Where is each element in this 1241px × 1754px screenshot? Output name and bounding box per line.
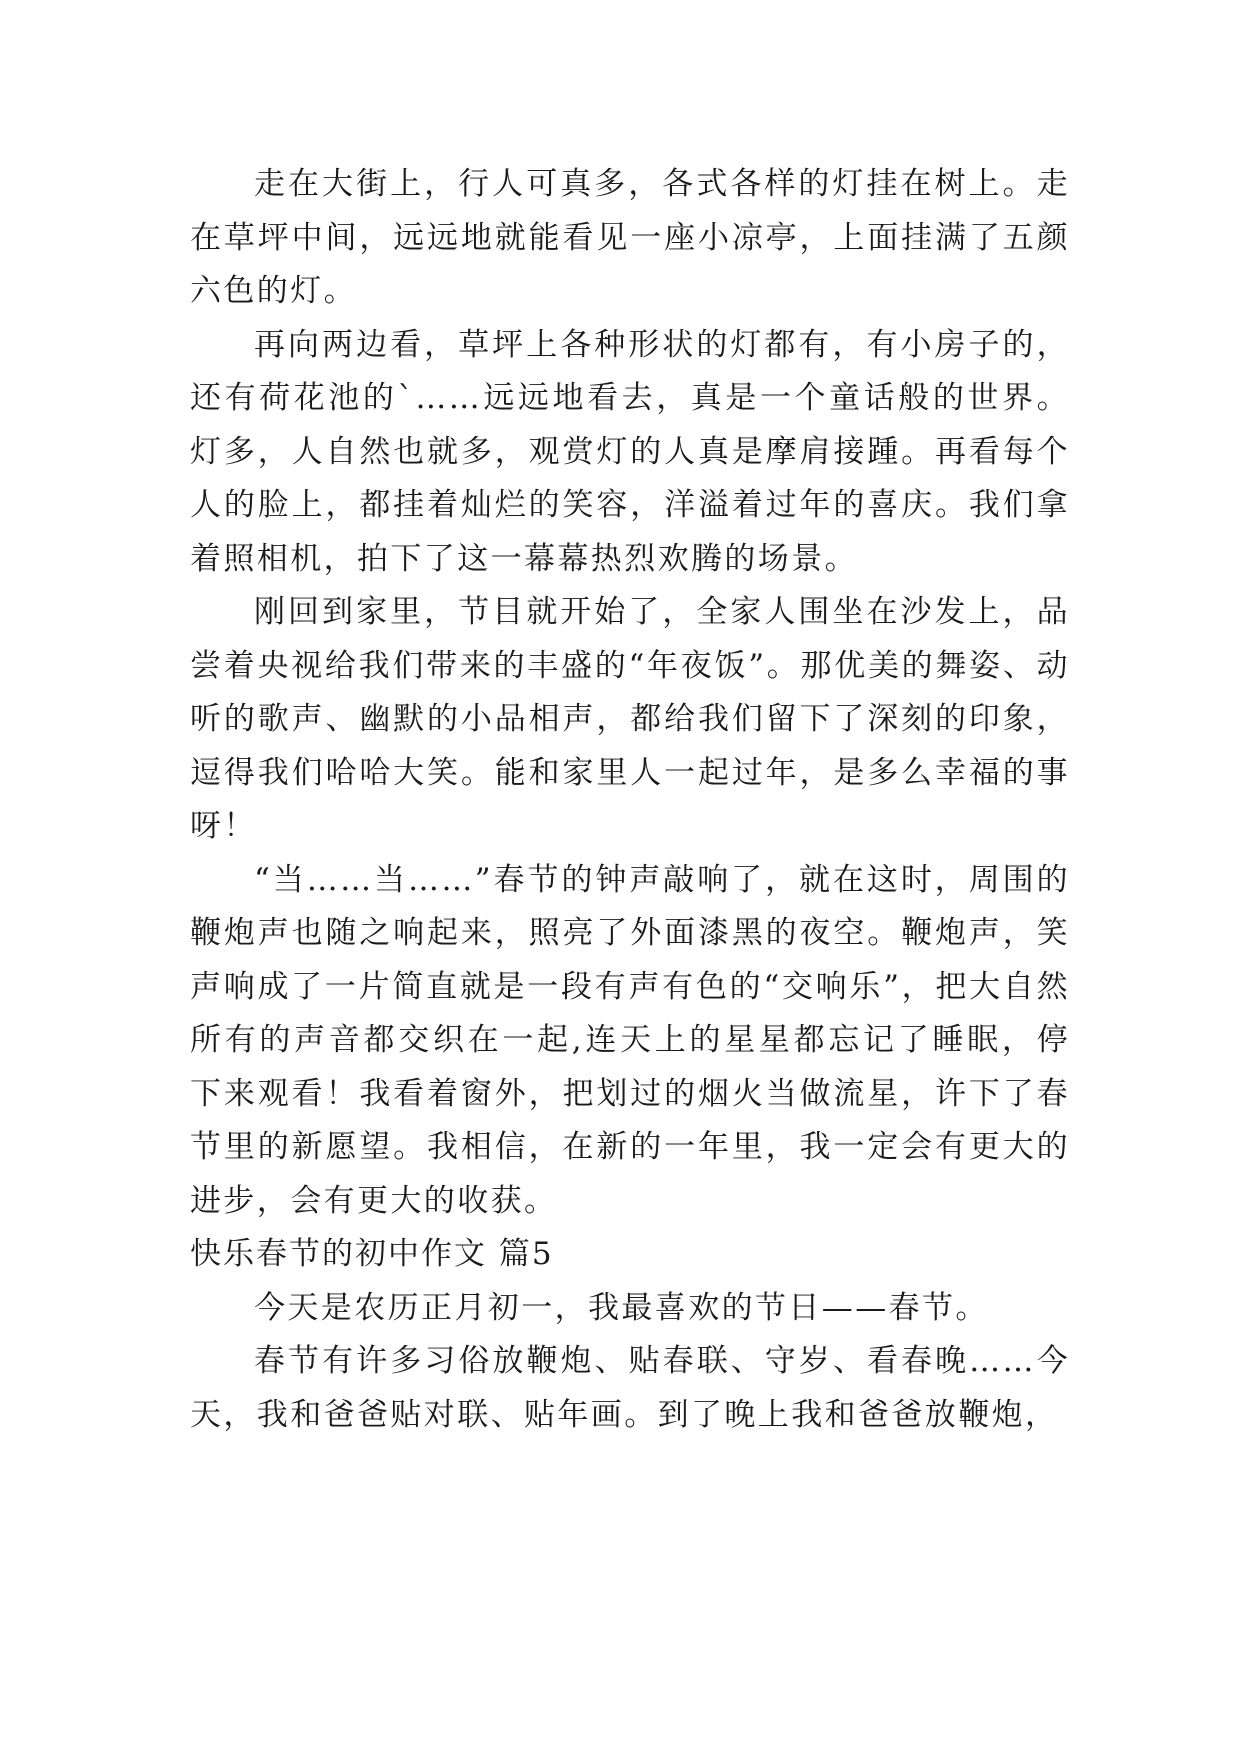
article-body (190, 158, 1070, 1442)
section-heading: 快乐春节的初中作文 篇5 (190, 1236, 554, 1272)
paragraph-lunar-new-year: 今天是农历正月初一，我最喜欢的节日——春节。 (254, 1289, 989, 1326)
paragraph-customs: 春节有许多习俗放鞭炮、贴春联、守岁、看春晚……今天，我和爸爸贴对联、贴年画。到了晚上我和爸爸放鞭炮， (190, 1343, 1070, 1433)
paragraph-street-lanterns: 走在大街上，行人可真多，各式各样的灯挂在树上。走在草坪中间，远远地就能看见一座小凉亭，上面挂满了五颜六色的灯。 (190, 166, 1070, 309)
paragraph-new-year-bell: “当……当……”春节的钟声敲响了，就在这时，周围的鞭炮声也随之响起来，照亮了外面漆黑的夜空。鞭炮声，笑声响成了一片简直就是一段有声有色的“交响乐”，把大自然所有的声音都交织在一起,连天上的星星都忘记了睡眠，停下来观看！我看着窗外，把划过的烟火当做流星，许下了春节里的新愿望。我相信，在新的一年里，我一定会有更大的进步，会有更大的收获。 (190, 861, 1070, 1219)
paragraph-spring-gala: 刚回到家里，节目就开始了，全家人围坐在沙发上，品尝着央视给我们带来的丰盛的“年夜饭”。那优美的舞姿、动听的歌声、幽默的小品相声，都给我们留下了深刻的印象，逗得我们哈哈大笑。能和家里人一起过年，是多么幸福的事呀！ (190, 594, 1070, 844)
paragraph-lawn-lanterns: 再向两边看，草坪上各种形状的灯都有，有小房子的，还有荷花池的`……远远地看去，真是一个童话般的世界。灯多，人自然也就多，观赏灯的人真是摩肩接踵。再看每个人的脸上，都挂着灿烂的笑容，洋溢着过年的喜庆。我们拿着照相机，拍下了这一幕幕热烈欢腾的场景。 (190, 326, 1070, 577)
